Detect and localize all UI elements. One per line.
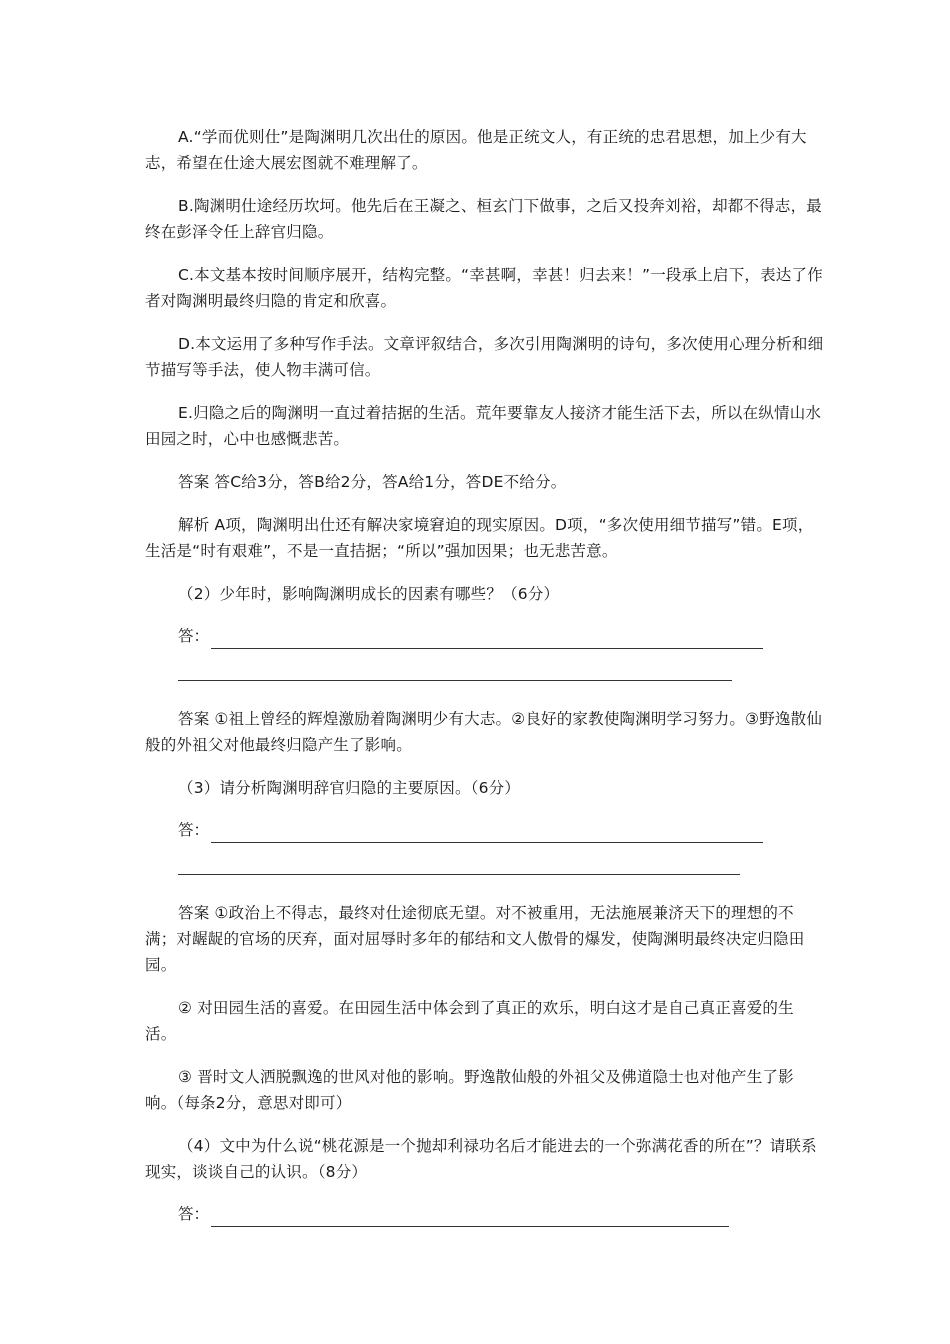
q2-answer-field[interactable] bbox=[178, 623, 825, 649]
q3-question: （3）请分析陶渊明辞官归隐的主要原因。（6分） bbox=[178, 779, 521, 797]
q3-answer-3: ③ 晋时文人洒脱飘逸的世风对他的影响。野逸散仙般的外祖父及佛道隐士也对他产生了影响。（每条2分，意思对即可） bbox=[145, 1068, 794, 1112]
q2-answer: 答案 ①祖上曾经的辉煌激励着陶渊明少有大志。②良好的家教使陶渊明学习努力。③野逸散仙般的外祖父对他最终归隐产生了影响。 bbox=[145, 710, 823, 754]
q1-analysis: 解析 A项，陶渊明出仕还有解决家境窘迫的现实原因。D项，“多次使用细节描写”错。E项，生活是“时有艰难”，不是一直拮据；“所以”强加因果；也无悲苦意。 bbox=[145, 516, 814, 560]
answer-label: 答： bbox=[178, 1205, 210, 1223]
q1-answer: 答案 答C给3分，答B给2分，答A给1分，答DE不给分。 bbox=[178, 473, 567, 491]
q4-question: （4）文中为什么说“桃花源是一个抛却利禄功名后才能进去的一个弥满花香的所在”？请联系现实，谈谈自己的认识。（8分） bbox=[145, 1137, 817, 1181]
q3-answer-1: 答案 ①政治上不得志，最终对仕途彻底无望。对不被重用，无法施展兼济天下的理想的不满；对龌龊的官场的厌弃，面对屈辱时多年的郁结和文人傲骨的爆发，使陶渊明最终决定归隐田园。 bbox=[145, 904, 805, 974]
option-c: C.本文基本按时间顺序展开，结构完整。“幸甚啊，幸甚！归去来！”一段承上启下，表达了作者对陶渊明最终归隐的肯定和欣喜。 bbox=[145, 266, 823, 310]
option-b: B.陶渊明仕途经历坎坷。他先后在王凝之、桓玄门下做事，之后又投奔刘裕，却都不得志，最终在彭泽令任上辞官归隐。 bbox=[145, 197, 822, 241]
answer-label: 答： bbox=[178, 821, 210, 839]
document-page bbox=[145, 124, 825, 1227]
q3-answer-field[interactable] bbox=[178, 817, 825, 843]
answer-underline bbox=[211, 1210, 729, 1227]
option-e: E.归隐之后的陶渊明一直过着拮据的生活。荒年要靠友人接济才能生活下去，所以在纵情山水田园之时，心中也感慨悲苦。 bbox=[145, 404, 822, 448]
q2-question: （2）少年时，影响陶渊明成长的因素有哪些？（6分） bbox=[178, 585, 560, 603]
q4-answer-field[interactable] bbox=[178, 1201, 825, 1227]
option-d: D.本文运用了多种写作手法。文章评叙结合，多次引用陶渊明的诗句，多次使用心理分析和细节描写等手法，使人物丰满可信。 bbox=[145, 335, 824, 379]
answer-underline bbox=[211, 826, 763, 843]
answer-underline bbox=[211, 632, 763, 649]
q3-answer-2: ② 对田园生活的喜爱。在田园生活中体会到了真正的欢乐，明白这才是自己真正喜爱的生活。 bbox=[145, 999, 794, 1043]
option-a: A.“学而优则仕”是陶渊明几次出仕的原因。他是正统文人，有正统的忠君思想，加上少有大志，希望在仕途大展宏图就不难理解了。 bbox=[145, 128, 807, 172]
answer-label: 答： bbox=[178, 627, 210, 645]
